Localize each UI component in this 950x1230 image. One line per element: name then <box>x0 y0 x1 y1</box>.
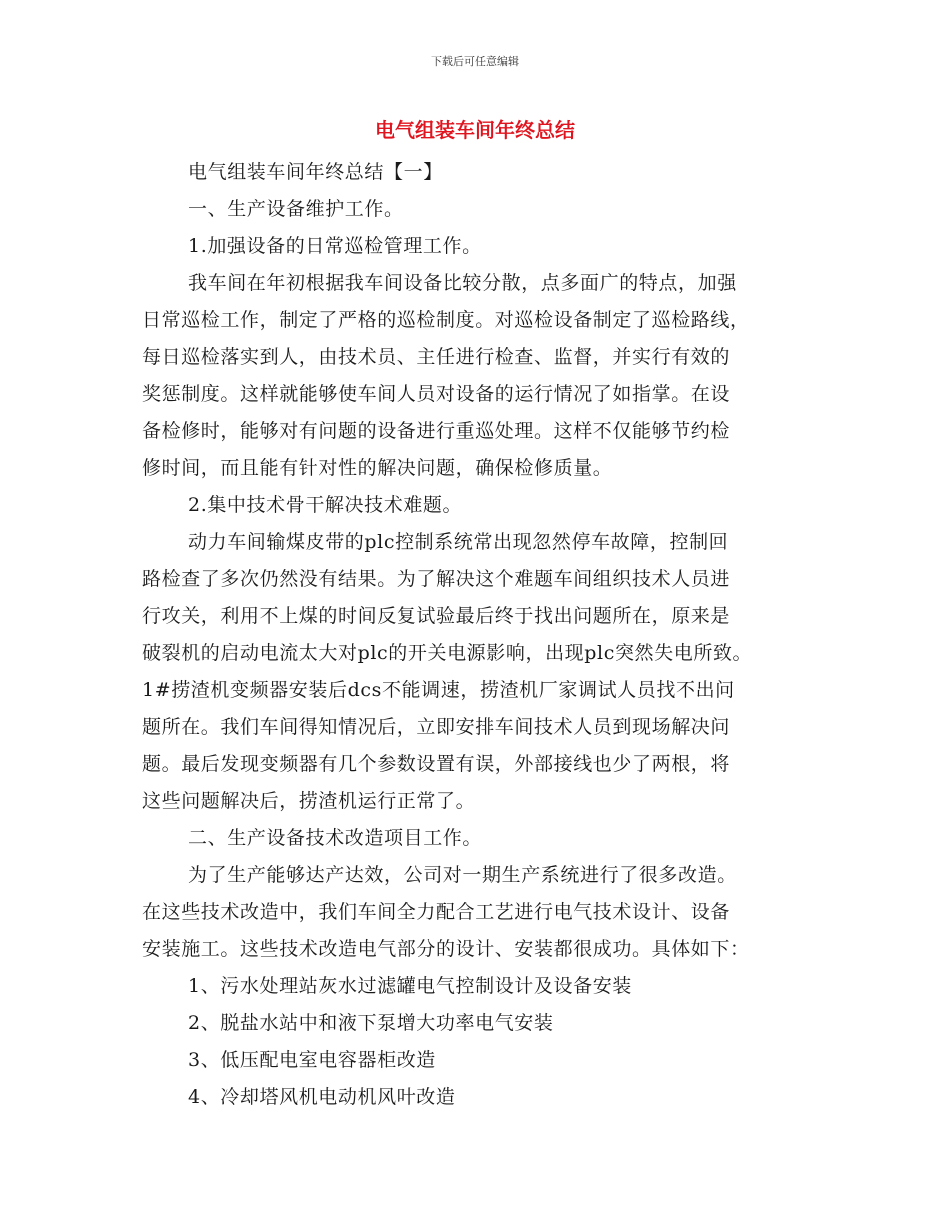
body-line: 日常巡检工作，制定了严格的巡检制度。对巡检设备制定了巡检路线， <box>142 309 750 331</box>
body-line: 1#捞渣机变频器安装后dcs不能调速，捞渣机厂家调试人员找不出问 <box>142 679 735 701</box>
body-line: 电气组装车间年终总结【一】 <box>188 161 443 183</box>
body-line: 备检修时，能够对有问题的设备进行重巡处理。这样不仅能够节约检 <box>142 420 731 442</box>
body-line: 1.加强设备的日常巡检管理工作。 <box>188 235 482 257</box>
body-line: 每日巡检落实到人，由技术员、主任进行检查、监督，并实行有效的 <box>142 346 731 368</box>
header-note: 下载后可任意编辑 <box>431 55 519 68</box>
body-line: 路检查了多次仍然没有结果。为了解决这个难题车间组织技术人员进 <box>142 568 731 590</box>
body-line: 3、低压配电室电容器柜改造 <box>188 1049 436 1071</box>
body-line: 2.集中技术骨干解决技术难题。 <box>188 494 463 516</box>
body-line: 在这些技术改造中，我们车间全力配合工艺进行电气技术设计、设备 <box>142 901 731 923</box>
body-line: 为了生产能够达产达效，公司对一期生产系统进行了很多改造。 <box>188 864 737 886</box>
body-line: 行攻关，利用不上煤的时间反复试验最后终于找出问题所在，原来是 <box>142 605 731 627</box>
body-line: 奖惩制度。这样就能够使车间人员对设备的运行情况了如指掌。在设 <box>142 383 731 405</box>
body-line: 4、冷却塔风机电动机风叶改造 <box>188 1086 456 1108</box>
body-line: 二、生产设备技术改造项目工作。 <box>188 827 483 849</box>
body-line: 安装施工。这些技术改造电气部分的设计、安装都很成功。具体如下： <box>142 938 750 960</box>
body-line: 2、脱盐水站中和液下泵增大功率电气安装 <box>188 1012 554 1034</box>
body-line: 题所在。我们车间得知情况后，立即安排车间技术人员到现场解决问 <box>142 716 731 738</box>
body-line: 动力车间输煤皮带的plc控制系统常出现忽然停车故障，控制回 <box>188 531 729 553</box>
body-line: 1、污水处理站灰水过滤罐电气控制设计及设备安装 <box>188 975 632 997</box>
body-line: 我车间在年初根据我车间设备比较分散，点多面广的特点，加强 <box>188 272 737 294</box>
body-line: 这些问题解决后，捞渣机运行正常了。 <box>142 790 476 812</box>
document-title: 电气组装车间年终总结 <box>375 118 575 142</box>
body-line: 修时间，而且能有针对性的解决问题，确保检修质量。 <box>142 457 613 479</box>
body-line: 一、生产设备维护工作。 <box>188 198 404 220</box>
body-line: 题。最后发现变频器有几个参数设置有误，外部接线也少了两根，将 <box>142 753 731 775</box>
body-line: 破裂机的启动电流太大对plc的开关电源影响，出现plc突然失电所致。 <box>142 642 753 664</box>
